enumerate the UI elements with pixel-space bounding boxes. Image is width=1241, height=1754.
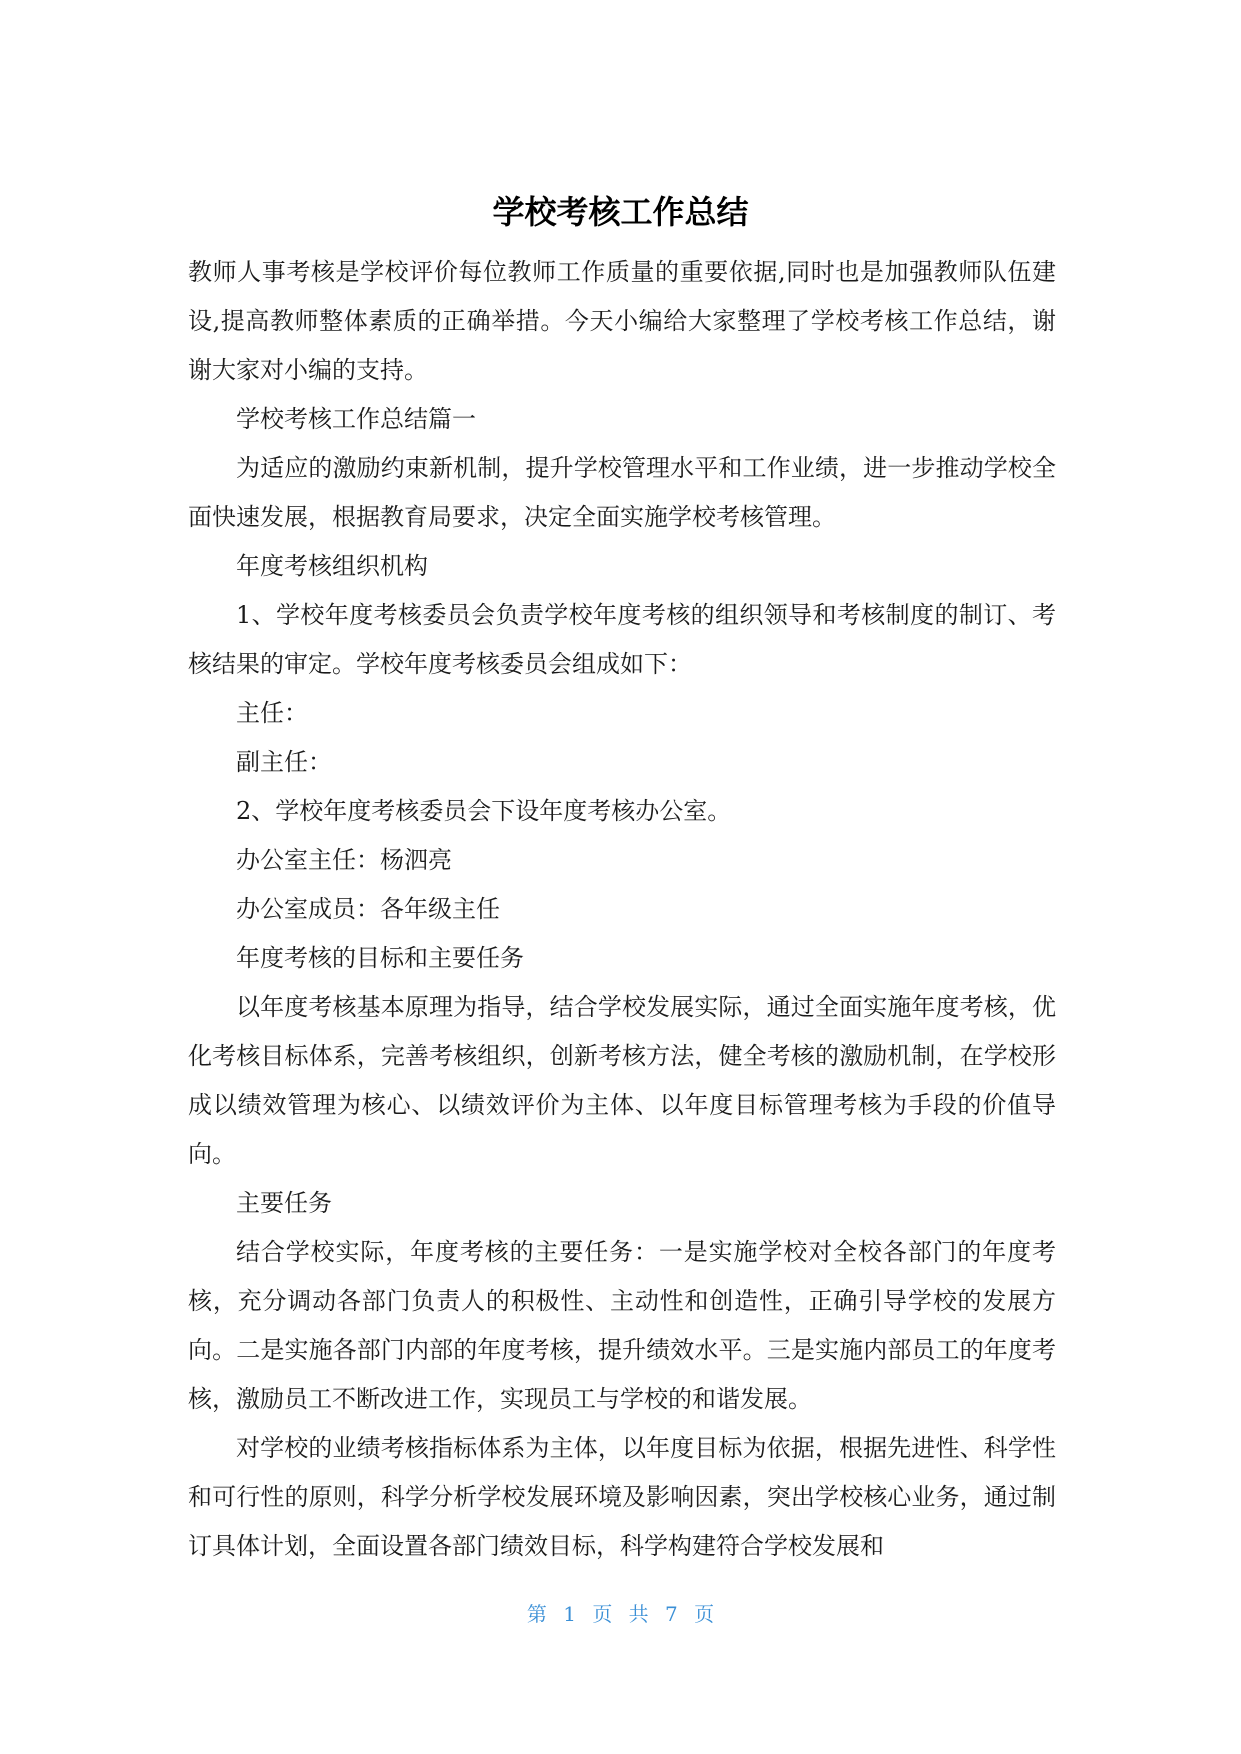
- body-line: 副主任：: [236, 748, 332, 776]
- section-heading: 年度考核组织机构: [236, 552, 428, 580]
- body-line: 2、学校年度考核委员会下设年度考核办公室。: [236, 797, 732, 825]
- section-heading: 学校考核工作总结篇一: [236, 405, 476, 433]
- body-line: 办公室成员：各年级主任: [236, 895, 500, 923]
- body-paragraph: 以年度考核基本原理为指导，结合学校发展实际，通过全面实施年度考核，优化考核目标体系，完善考核组织，创新考核方法，健全考核的激励机制，在学校形成以绩效管理为核心、以绩效评价为主体、以年度目标管理考核为手段的价值导向。: [188, 993, 1056, 1168]
- section-heading: 主要任务: [236, 1189, 332, 1217]
- page-footer: 第 1 页 共 7 页: [526, 1602, 715, 1626]
- body-paragraph: 1、学校年度考核委员会负责学校年度考核的组织领导和考核制度的制订、考核结果的审定。学校年度考核委员会组成如下：: [188, 601, 1056, 678]
- body-paragraph: 为适应的激励约束新机制，提升学校管理水平和工作业绩，进一步推动学校全面快速发展，根据教育局要求，决定全面实施学校考核管理。: [188, 454, 1056, 531]
- document-body: [188, 248, 1056, 1571]
- body-line: 主任：: [236, 699, 308, 727]
- document-title: 学校考核工作总结: [492, 193, 749, 231]
- body-paragraph: 对学校的业绩考核指标体系为主体，以年度目标为依据，根据先进性、科学性和可行性的原则，科学分析学校发展环境及影响因素，突出学校核心业务，通过制订具体计划，全面设置各部门绩效目标，科学构建符合学校发展和: [188, 1434, 1056, 1560]
- body-line: 办公室主任：杨泗亮: [236, 846, 452, 874]
- section-heading: 年度考核的目标和主要任务: [236, 944, 524, 972]
- intro-paragraph: 教师人事考核是学校评价每位教师工作质量的重要依据,同时也是加强教师队伍建设,提高教师整体素质的正确举措。今天小编给大家整理了学校考核工作总结，谢谢大家对小编的支持。: [188, 258, 1056, 384]
- body-paragraph: 结合学校实际，年度考核的主要任务：一是实施学校对全校各部门的年度考核，充分调动各部门负责人的积极性、主动性和创造性，正确引导学校的发展方向。二是实施各部门内部的年度考核，提升绩效水平。三是实施内部员工的年度考核，激励员工不断改进工作，实现员工与学校的和谐发展。: [188, 1238, 1056, 1413]
